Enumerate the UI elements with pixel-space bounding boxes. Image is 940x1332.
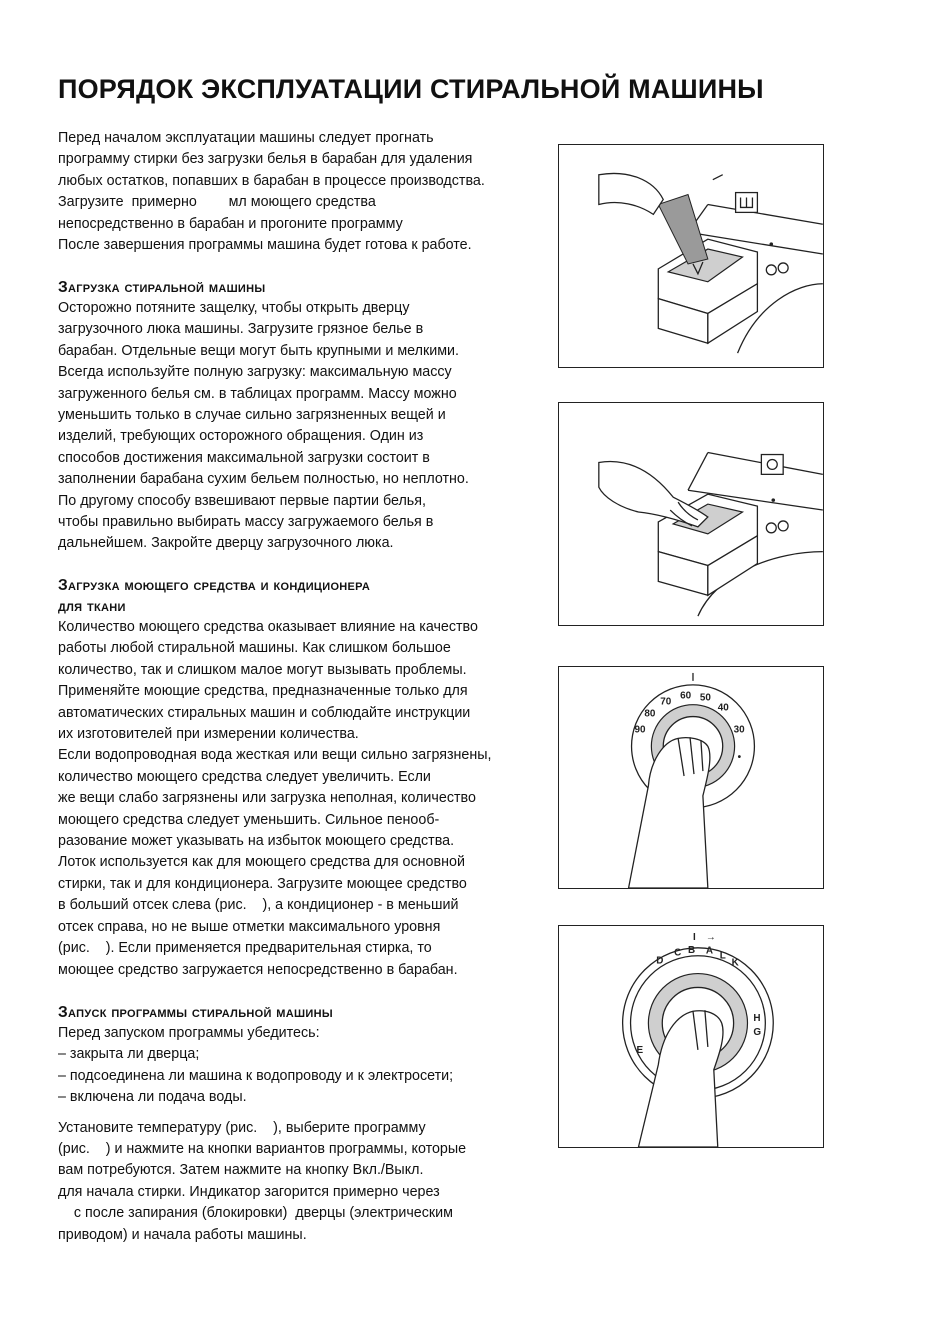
detergent-heading: для ткани [58,598,126,615]
loading-line: заполнении барабана сухим бельем полностью, но неплотно. [58,471,469,488]
loading-line: загрузочного люка машины. Загрузите грязное белье в [58,321,424,338]
start-line: Перед запуском программы убедитесь: [58,1025,320,1041]
loading-section [58,277,498,555]
detergent-line: моющее средство загружается непосредственно в барабан. [58,961,458,978]
figure-temperature-dial [558,666,824,889]
detergent-line: стирки, так и для кондиционера. Загрузите моющее средство [58,875,467,892]
page-title: ПОРЯДОК ЭКСПЛУАТАЦИИ СТИРАЛЬНОЙ МАШИНЫ [58,74,764,104]
intro-line: Загрузите примерно мл моющего средства [58,194,376,211]
loading-line: уменьшить только в случае сильно загрязненных вещей и [58,407,446,424]
start-line: – подсоединена ли машина к водопроводу и к электросети; [58,1067,454,1084]
detergent-line: Применяйте моющие средства, предназначенные только для [58,683,468,700]
temp-label: 70 [660,696,672,708]
detergent-pouring-illustration [559,145,823,367]
detergent-heading: Загрузка моющего средства и кондиционера [58,577,371,594]
start-line: – закрыта ли дверца; [58,1046,200,1063]
loading-line: Осторожно потяните защелку, чтобы открыть дверцу [58,300,410,316]
detergent-section [58,575,498,981]
temp-label: 30 [733,724,745,736]
start-line: вам потребуются. Затем нажмите на кнопку Вкл./Выкл. [58,1162,424,1179]
intro-paragraph [58,128,498,256]
detergent-line: автоматических стиральных машин и соблюдайте инструкции [58,704,471,721]
loading-line: способов достижения максимальной загрузки состоит в [58,449,430,466]
start-heading: Запуск программы стиральной машины [58,1004,333,1021]
prog-label: K [731,957,739,969]
programme-dial-illustration [559,926,823,1147]
prog-label: A [705,945,714,957]
detergent-line: же вещи слабо загрязнены или загрузка неполная, количество [58,790,476,807]
intro-line: Перед началом эксплуатации машины следует прогнать [58,130,434,146]
start-line: для начала стирки. Индикатор загорится примерно через [58,1183,440,1200]
loading-line: изделий, требующих осторожного обращения. Один из [58,428,424,445]
loading-line: загруженного белья см. в таблицах программ. Массу можно [58,385,457,402]
temp-label: 80 [644,708,656,720]
figure-programme-dial [558,925,824,1148]
intro-line: непосредственно в барабан и прогоните программу [58,215,403,232]
prog-label: B [688,944,696,956]
prog-label: C [674,947,682,959]
temperature-dial-illustration [559,667,823,888]
prog-label: G [753,1027,762,1039]
detergent-line: их изготовителей при измерении количества. [58,726,359,743]
start-section [58,1002,498,1246]
temp-label: 40 [717,702,729,714]
intro-line: После завершения программы машина будет готова к работе. [58,237,472,254]
detergent-line: работы любой стиральной машины. Как слишком большое [58,640,451,657]
prog-label: E [636,1044,644,1056]
detergent-line: моющего средства следует уменьшить. Сильное пенооб- [58,811,440,828]
detergent-line: в больший отсек слева (рис. ), а кондиционер - в меньший [58,897,459,914]
loading-line: По другому способу взвешивают первые партии белья, [58,492,426,509]
intro-line: программу стирки без загрузки белья в барабан для удаления [58,151,473,168]
detergent-line: отсек справа, но не выше отметки максимального уровня [58,918,441,935]
temp-label: • [737,752,742,764]
detergent-line: Количество моющего средства оказывает влияние на качество [58,619,478,635]
start-line: (рис. ) и нажмите на кнопки вариантов программы, которые [58,1141,467,1158]
loading-line: чтобы правильно выбирать массу загружаемого белья в [58,514,434,531]
figure-softener [558,402,824,626]
temp-label: 50 [699,692,711,704]
temp-label: 90 [634,724,646,736]
detergent-line: количество моющего средства следует увеличить. Если [58,768,431,785]
prog-label: D [656,955,664,967]
temp-label: 60 [680,690,692,702]
prog-label: H [753,1013,761,1025]
prog-label: → [705,931,716,943]
detergent-line: Если водопроводная вода жесткая или вещи сильно загрязнены, [58,747,492,764]
start-line: – включена ли подача воды. [58,1089,247,1106]
loading-heading: Загрузка стиральной машины [58,279,266,296]
intro-line: любых остатков, попавших в барабан в процессе производства. [58,172,485,189]
detergent-line: Лоток используется как для моющего средства для основной [58,854,465,871]
loading-line: дальнейшем. Закройте дверцу загрузочного люка. [58,535,394,552]
figure-detergent-pouring [558,144,824,368]
prog-label: I [692,931,696,943]
loading-line: Всегда используйте полную загрузку: максимальную массу [58,364,452,381]
detergent-line: количество, так и слишком малое могут вызывать проблемы. [58,661,467,678]
prog-label: L [719,950,726,962]
start-line: Установите температуру (рис. ), выберите программу [58,1119,426,1136]
loading-line: барабан. Отдельные вещи могут быть крупными и мелкими. [58,342,459,359]
detergent-line: (рис. ). Если применяется предварительная стирка, то [58,940,432,957]
start-line: приводом) и начала работы машины. [58,1226,307,1243]
detergent-line: разование может указывать на избыток моющего средства. [58,833,455,850]
softener-illustration [559,403,823,625]
start-line: с после запирания (блокировки) дверцы (электрическим [58,1205,453,1222]
